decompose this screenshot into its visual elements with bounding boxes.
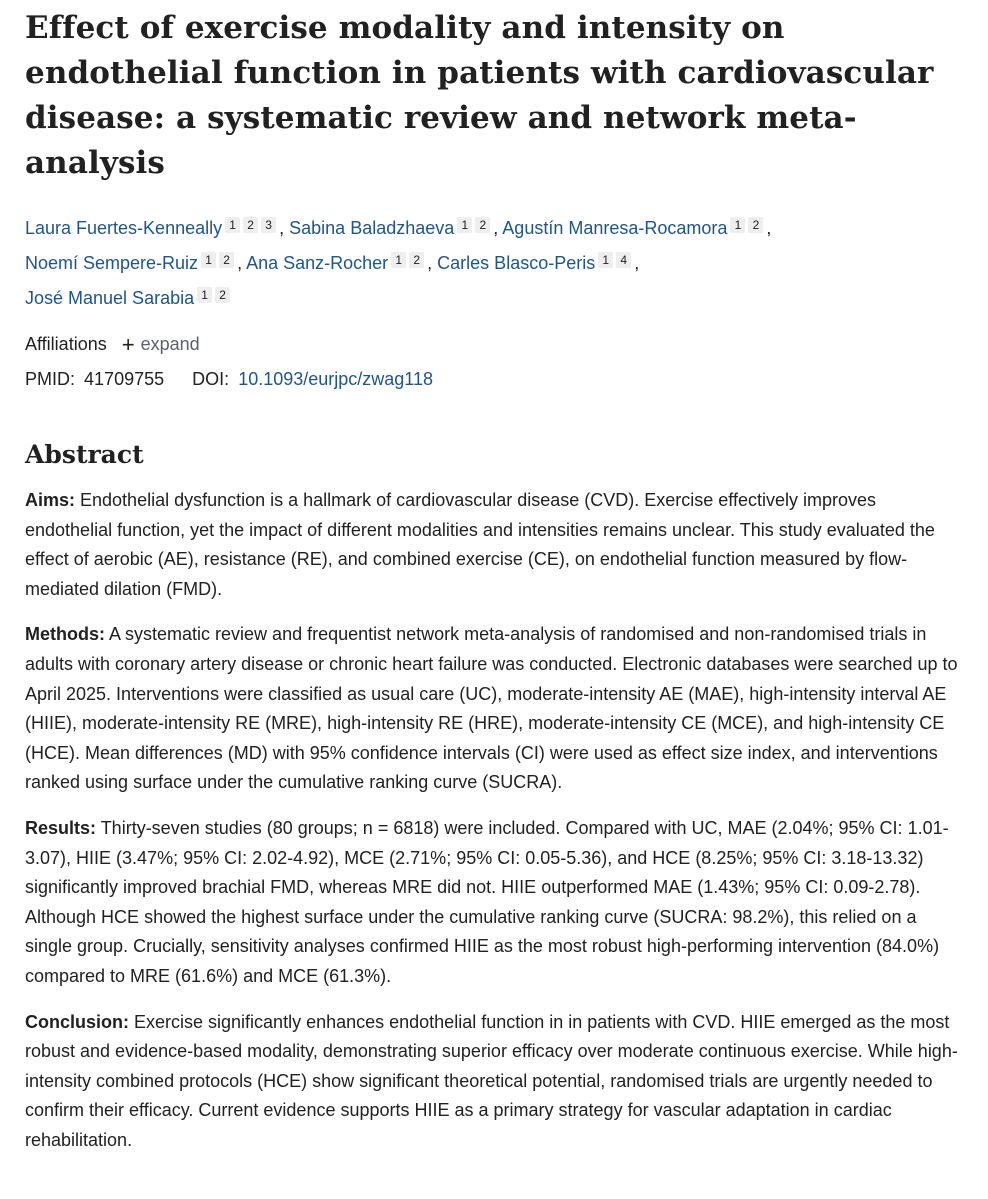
affiliation-ref[interactable]: 1 [457, 217, 472, 233]
author-entry [246, 253, 427, 273]
author-entry [289, 218, 493, 238]
affiliation-refs [598, 243, 634, 273]
author-entry [502, 218, 766, 238]
plus-icon: + [121, 332, 135, 357]
section-label: Methods: [25, 624, 105, 645]
affiliation-refs [197, 278, 233, 308]
section-label: Results: [25, 817, 97, 838]
author-link[interactable]: Carles Blasco-Peris [437, 253, 596, 273]
section-text: Endothelial dysfunction is a hallmark of cardiovascular disease (CVD). Exercise effectively improves endothelial function, yet the impact of different modalities and intensities remains unclear. This study evaluated the effect of aerobic (AE), resistance (RE), and combined exercise (CE), on endothelial function measured by flow-mediated dilation (FMD). [25, 490, 935, 599]
author-separator: , [493, 218, 503, 238]
affiliation-ref[interactable]: 3 [261, 217, 276, 233]
author-entry [25, 218, 279, 238]
affiliations-row [25, 331, 963, 358]
article-title: Effect of exercise modality and intensity on endothelial function in patients with cardiovascular disease: a systematic review and network meta-analysis [25, 10, 934, 181]
author-entry [25, 253, 237, 273]
author-separator: , [634, 253, 640, 273]
affiliation-ref[interactable]: 1 [391, 252, 406, 268]
author-entry [25, 288, 233, 308]
author-link[interactable]: José Manuel Sarabia [25, 288, 195, 308]
doi-link[interactable]: 10.1093/eurjpc/zwag118 [238, 369, 433, 389]
affiliation-refs [457, 208, 493, 238]
affiliation-refs [391, 243, 427, 273]
affiliation-ref[interactable]: 1 [197, 287, 212, 303]
author-separator: , [766, 218, 772, 238]
author-link[interactable]: Laura Fuertes-Kenneally [25, 218, 223, 238]
affiliation-ref[interactable]: 2 [748, 217, 763, 233]
abstract-body [25, 486, 963, 1155]
expand-label: expand [140, 334, 200, 354]
author-link[interactable]: Noemí Sempere-Ruiz [25, 253, 199, 273]
abstract-section-conclusion [25, 1008, 963, 1156]
abstract-section-aims [25, 486, 963, 604]
doi-label: DOI: [192, 369, 230, 389]
affiliation-refs [225, 208, 279, 238]
abstract-heading: Abstract [25, 440, 144, 469]
author-link[interactable]: Agustín Manresa-Rocamora [502, 218, 728, 238]
affiliation-refs [201, 243, 237, 273]
author-separator: , [427, 253, 438, 273]
affiliation-ref[interactable]: 2 [215, 287, 230, 303]
author-separator: , [237, 253, 247, 273]
section-text: A systematic review and frequentist network meta-analysis of randomised and non-randomised trials in adults with coronary artery disease or chronic heart failure was conducted. Electronic databases were searched up to April 2025. Interventions were classified as usual care (UC), moderate-intensity AE (MAE), high-intensity interval AE (HIIE), moderate-intensity RE (MRE), high-intensity RE (HRE), moderate-intensity CE (MCE), and high-intensity CE (HCE). Mean differences (MD) with 95% confidence intervals (CI) were used as effect size index, and interventions ranked using surface under the cumulative ranking curve (SUCRA). [25, 624, 958, 793]
affiliation-ref[interactable]: 2 [475, 217, 490, 233]
expand-affiliations-button[interactable] [121, 332, 200, 357]
author-list [25, 208, 963, 313]
affiliation-ref[interactable]: 2 [219, 252, 234, 268]
author-link[interactable]: Sabina Baladzhaeva [289, 218, 455, 238]
section-label: Conclusion: [25, 1011, 129, 1032]
abstract-section-methods [25, 620, 963, 798]
abstract-section-results [25, 814, 963, 992]
affiliation-ref[interactable]: 1 [201, 252, 216, 268]
pmid-label: PMID: [25, 369, 76, 389]
section-text: Thirty-seven studies (80 groups; n = 6818) were included. Compared with UC, MAE (2.04%; 95% CI: 1.01-3.07), HIIE (3.47%; 95% CI: 2.02-4.92), MCE (2.71%; 95% CI: 0.05-5.36), and HCE (8.25%; 95% CI: 3.18-13.32) significantly improved brachial FMD, whereas MRE did not. HIIE outperformed MAE (1.43%; 95% CI: 0.09-2.78). Although HCE showed the highest surface under the cumulative ranking curve (SUCRA: 98.2%), this relied on a single group. Crucially, sensitivity analyses confirmed HIIE as the most robust high-performing intervention (84.0%) compared to MRE (61.6%) and MCE (61.3%). [25, 817, 949, 986]
author-link[interactable]: Ana Sanz-Rocher [246, 253, 389, 273]
affiliation-ref[interactable]: 1 [225, 217, 240, 233]
affiliation-ref[interactable]: 2 [409, 252, 424, 268]
affiliation-ref[interactable]: 1 [730, 217, 745, 233]
author-entry [437, 253, 634, 273]
affiliation-ref[interactable]: 4 [616, 252, 631, 268]
section-label: Aims: [25, 490, 76, 510]
author-separator: , [279, 218, 290, 238]
affiliations-label: Affiliations [25, 334, 107, 354]
pmid-value: 41709755 [84, 369, 165, 389]
identifiers-row [25, 366, 963, 392]
affiliation-ref[interactable]: 2 [243, 217, 258, 233]
affiliation-ref[interactable]: 1 [598, 252, 613, 268]
section-text: Exercise significantly enhances endothelial function in in patients with CVD. HIIE emerged as the most robust and evidence-based modality, demonstrating superior efficacy over moderate continuous exercise. While high-intensity combined protocols (HCE) show significant theoretical potential, randomised trials are urgently needed to confirm their efficacy. Current evidence supports HIIE as a primary strategy for vascular adaptation in cardiac rehabilitation. [25, 1011, 958, 1150]
affiliation-refs [730, 208, 766, 238]
